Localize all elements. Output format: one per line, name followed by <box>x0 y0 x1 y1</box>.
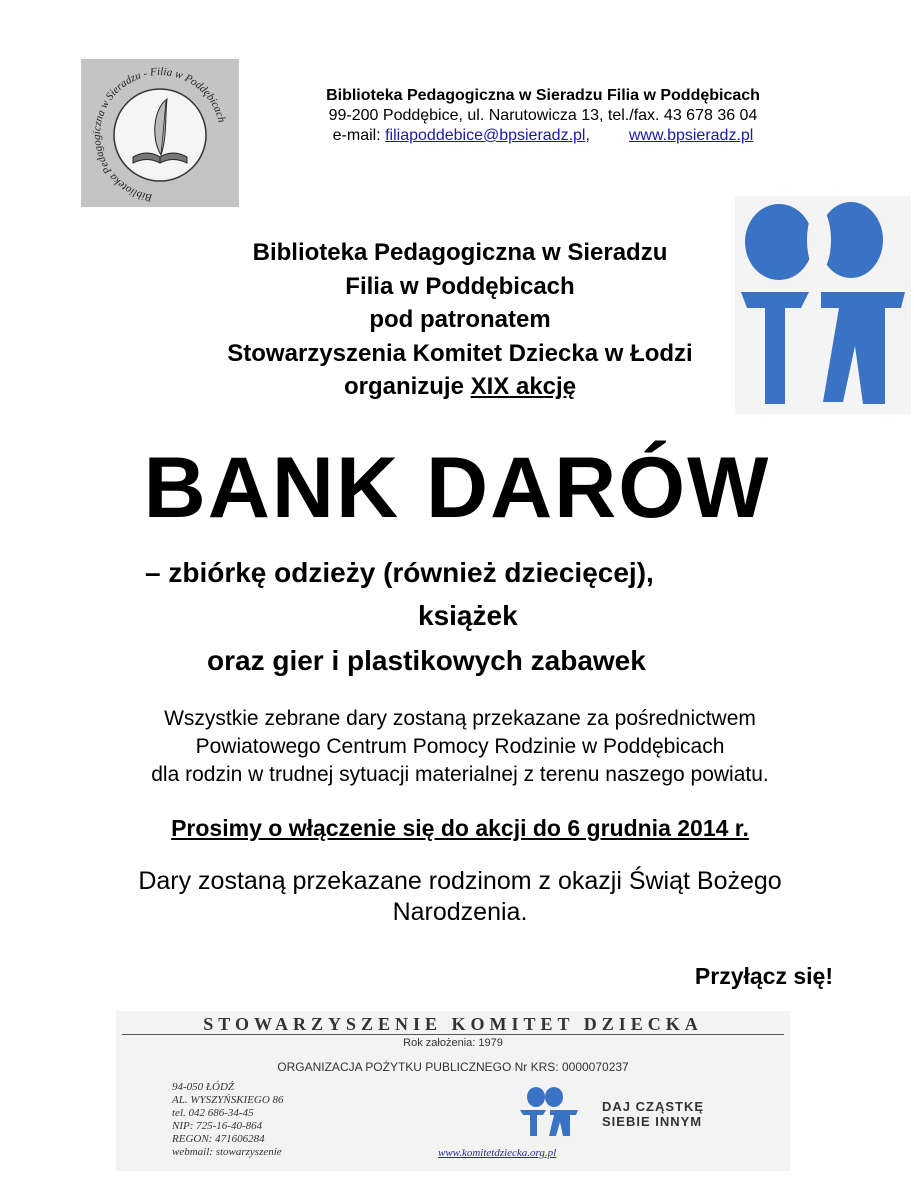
stamp-slogan <box>602 1099 782 1129</box>
occasion <box>60 866 860 928</box>
intro-block <box>140 236 780 404</box>
stamp-founded: Rok założenia: 1979 <box>403 1037 503 1049</box>
two-children-small-icon <box>516 1086 588 1138</box>
stamp-slogan-line-1: DAJ CZĄSTKĘ <box>602 1099 705 1114</box>
stamp-address-line: webmail: stowarzyszenie <box>172 1146 282 1158</box>
library-seal-logo <box>81 59 239 207</box>
komitet-dziecka-stamp <box>116 1011 790 1171</box>
stamp-krs: ORGANIZACJA POŻYTKU PUBLICZNEGO Nr KRS: 0000070237 <box>277 1060 629 1074</box>
occasion-line-1: Dary zostaną przekazane rodzinom z okazji Świąt Bożego <box>138 867 782 895</box>
intro-line-3: pod patronatem <box>369 306 551 333</box>
library-contacts <box>258 126 828 146</box>
stamp-address <box>172 1081 284 1159</box>
appeal <box>60 813 860 843</box>
website-link[interactable]: www.bpsieradz.pl <box>628 127 754 144</box>
collection-line-2: książek <box>418 600 518 631</box>
collection-line-3: oraz gier i plastikowych zabawek <box>207 645 646 676</box>
description-line-1: Wszystkie zebrane dary zostaną przekazane za pośrednictwem <box>164 707 756 730</box>
library-name: Biblioteka Pedagogiczna w Sieradzu Filia w Poddębicach <box>326 87 760 104</box>
stamp-website-link[interactable]: www.komitetdziecka.org.pl <box>438 1147 557 1159</box>
intro-line-2: Filia w Poddębicach <box>345 272 575 300</box>
email-link[interactable]: filiapoddebice@bpsieradz.pl <box>385 127 586 144</box>
intro-line-5 <box>140 370 780 404</box>
library-header <box>258 86 828 146</box>
intro-line-1: Biblioteka Pedagogiczna w Sieradzu <box>252 239 668 266</box>
description <box>60 705 860 789</box>
description-line-3: dla rodzin w trudnej sytuacji materialnej z terenu naszego powiatu. <box>151 763 769 786</box>
stamp-address-line: REGON: 471606284 <box>172 1133 265 1145</box>
email-label: e-mail: <box>332 127 381 144</box>
occasion-line-2: Narodzenia. <box>392 898 528 926</box>
stamp-slogan-line-2: SIEBIE INNYM <box>602 1114 703 1129</box>
seal-ring-text: Biblioteka Pedagogiczna w Sieradzu - Filia w Poddębicach <box>90 65 228 204</box>
page-title: BANK DARÓW <box>143 440 771 536</box>
library-seal-icon <box>81 59 239 207</box>
stamp-address-line: 94-050 ŁÓDŹ <box>172 1081 235 1093</box>
library-address: 99-200 Poddębice, ul. Narutowicza 13, tel./fax. 43 678 36 04 <box>328 107 758 124</box>
intro-action-number: XIX akcję <box>470 373 577 400</box>
stamp-address-line: NIP: 725-16-40-864 <box>172 1120 263 1132</box>
join-call: Przyłącz się! <box>694 963 833 989</box>
stamp-children-logo <box>516 1086 588 1138</box>
appeal-text: Prosimy o włączenie się do akcji do 6 grudnia 2014 r. <box>171 815 749 841</box>
email-separator: , <box>585 127 590 144</box>
stamp-divider <box>122 1034 784 1035</box>
stamp-address-line: AL. WYSZYŃSKIEGO 86 <box>172 1094 284 1106</box>
collection-line-1: – zbiórkę odzieży (również dziecięcej), <box>145 557 654 588</box>
stamp-title: STOWARZYSZENIE KOMITET DZIECKA <box>203 1014 703 1034</box>
stamp-address-line: tel. 042 686-34-45 <box>172 1107 254 1119</box>
intro-line-5-prefix: organizuje <box>343 373 464 400</box>
description-line-2: Powiatowego Centrum Pomocy Rodzinie w Poddębicach <box>195 735 725 758</box>
intro-line-4: Stowarzyszenia Komitet Dziecka w Łodzi <box>227 339 693 367</box>
